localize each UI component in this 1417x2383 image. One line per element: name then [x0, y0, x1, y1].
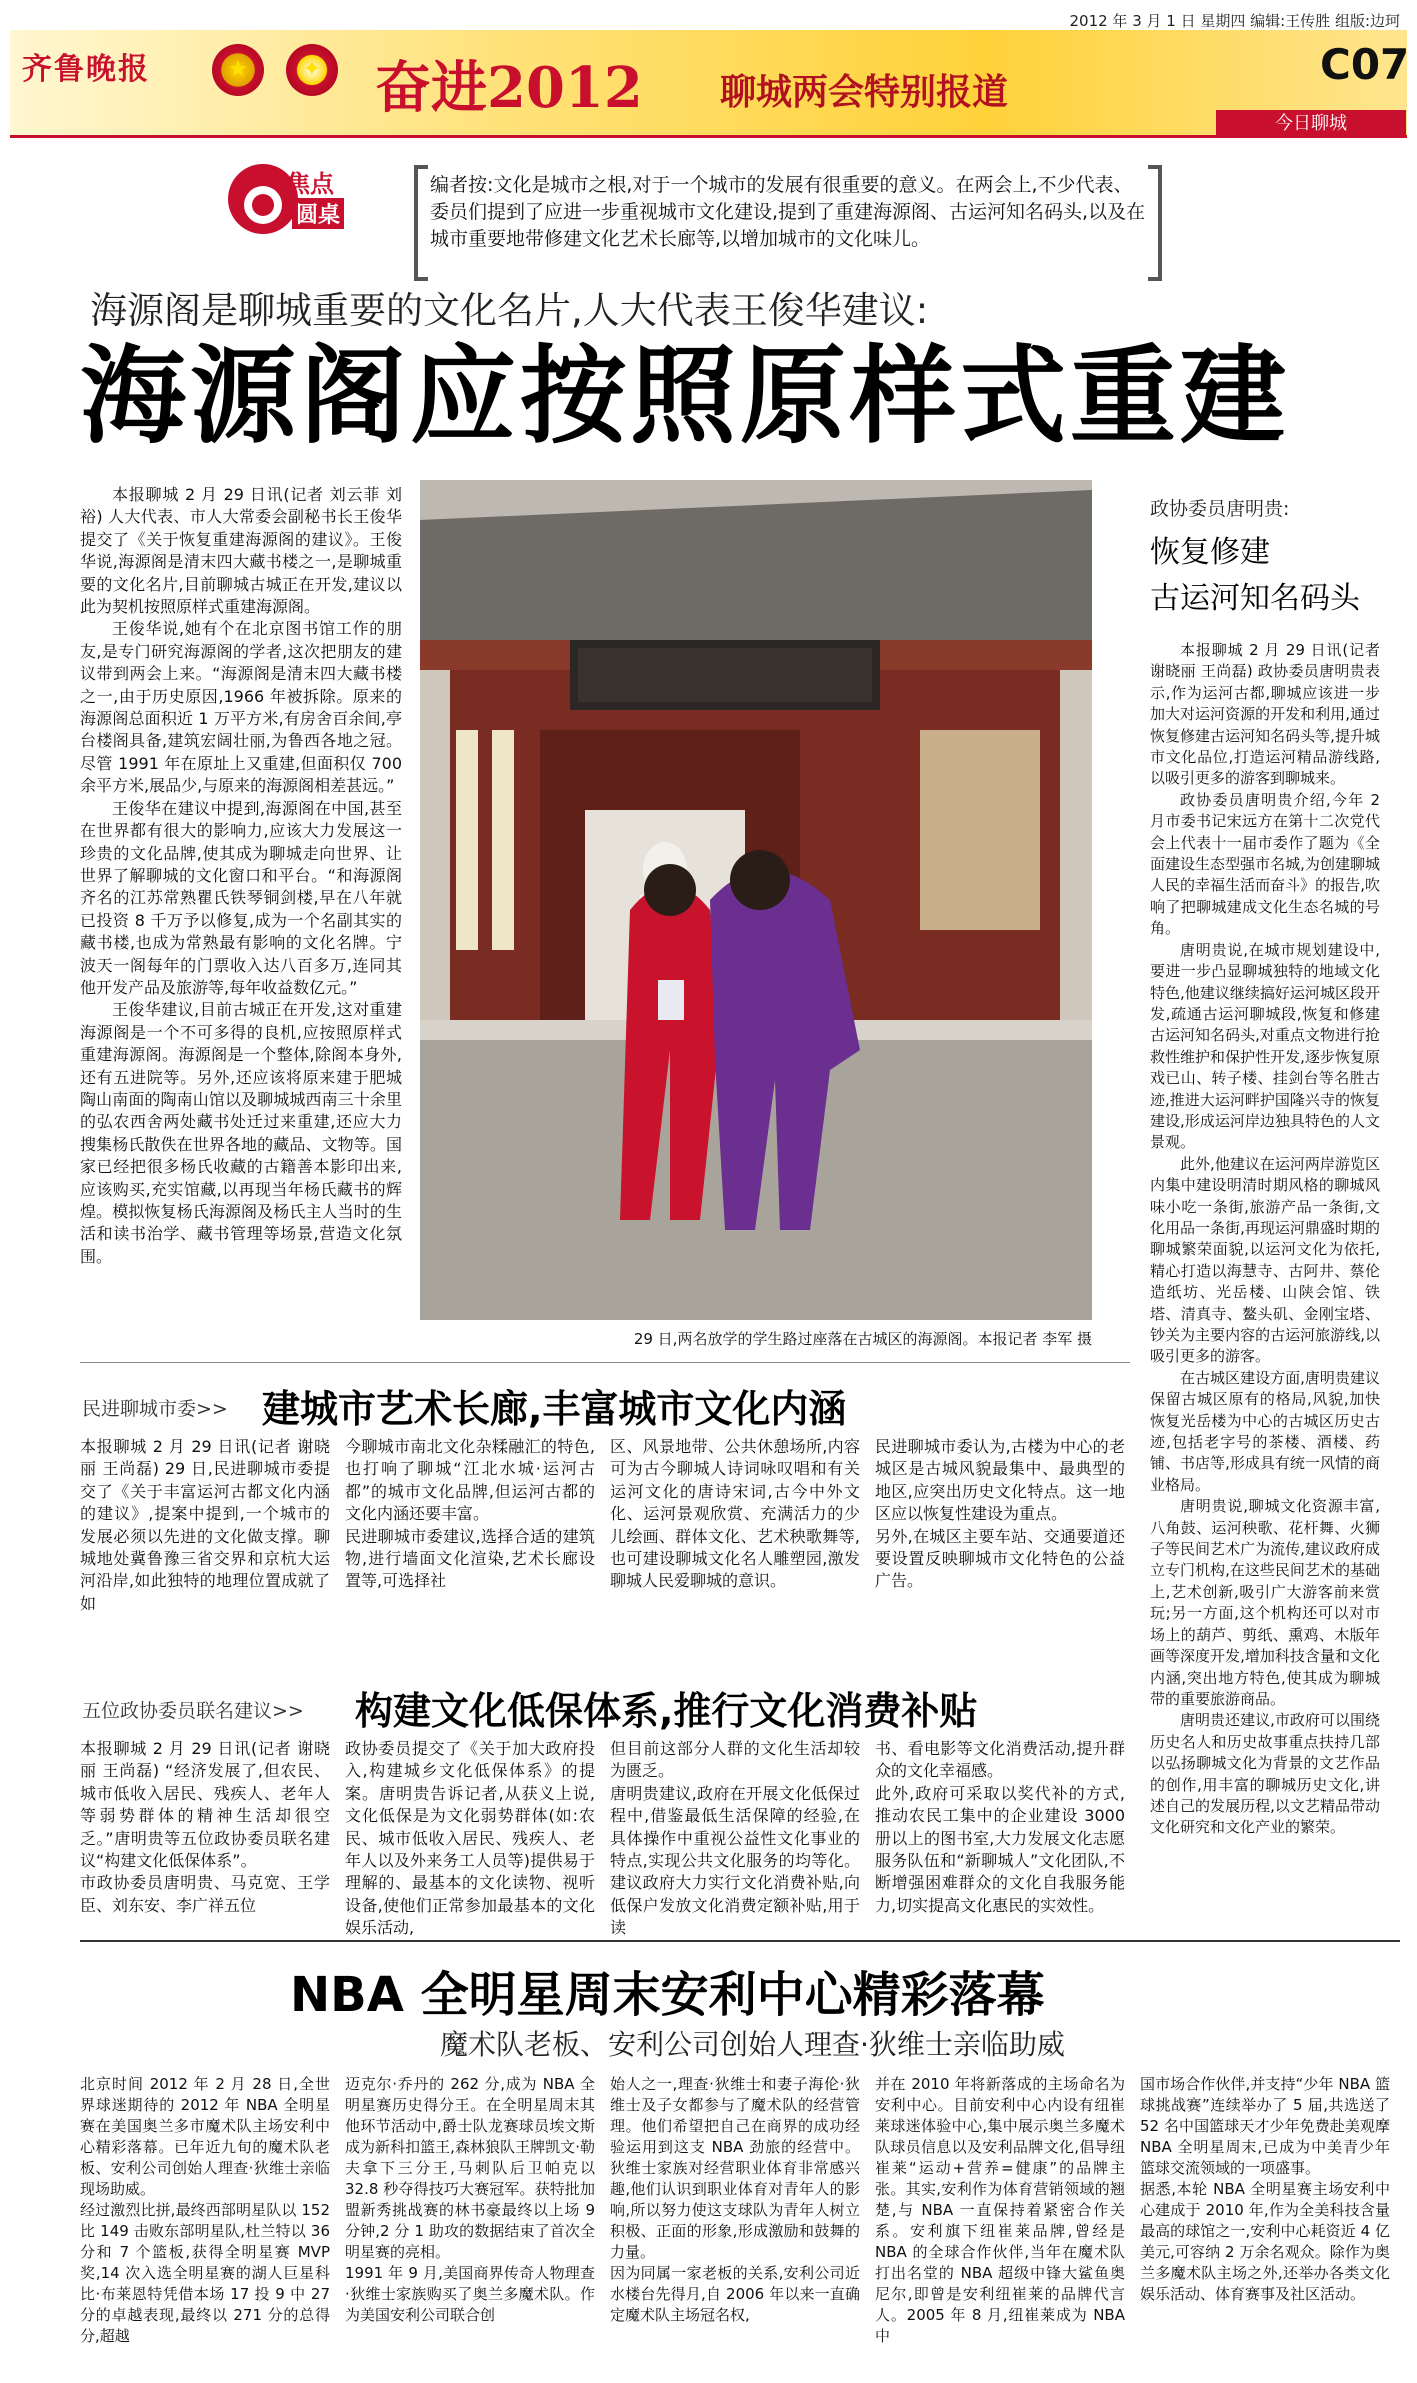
- story3-column: 本报聊城 2 月 29 日讯(记者 谢晓丽 王尚磊) “经济发展了,但农民、城市低收入居民、残疾人、老年人等弱势群体的精神生活却很空乏。”唐明贵等五位政协委员联名建议“构建文化低保体系”。 市政协委员唐明贵、马克宽、王学臣、刘东安、李广祥五位: [80, 1739, 330, 1915]
- focus-roundtable-logo: [228, 158, 348, 242]
- nba-headline: NBA 全明星周末安利中心精彩落幕: [290, 1967, 1045, 2023]
- editor-note: 编者按:文化是城市之根,对于一个城市的发展有很重要的意义。在两会上,不少代表、委员们提到了应进一步重视城市文化建设,提到了重建海源阁、古运河知名码头,以及在城市重要地带修建文化艺术长廊等,以增加城市的文化味儿。: [430, 174, 1146, 250]
- story2-kicker: 民进聊城市委>>: [82, 1398, 228, 1420]
- logo-text-1: 焦点: [286, 170, 334, 198]
- bracket-right: [1148, 165, 1162, 281]
- logo-text-2: 圆桌: [292, 198, 344, 229]
- nba-column: 始人之一,理查·狄维士和妻子海伦·狄维士及子女都参与了魔术队的经营管理。他们希望把自己在商界的成功经验运用到这支 NBA 劲旅的经营中。狄维士家族对经营职业体育非常感兴趣,他们认识到职业体育对青年人的影响,所以努力使这支球队为青年人树立积极、正面的形象,形成激励和鼓舞的力量。 因为同属一家老板的关系,安利公司近水楼台先得月,自 2006 年以来一直确定魔术队主场冠名权,: [610, 2075, 860, 2324]
- section-label: 今日聊城: [1216, 110, 1406, 138]
- story3-column: 但目前这部分人群的文化生活却较为匮乏。 唐明贵建议,政府在开展文化低保过程中,借鉴最低生活保障的经验,在具体操作中重视公益性文化事业的特点,实现公共文化服务的均等化。建议政府大力实行文化消费补贴,向低保户发放文化消费定额补贴,用于读: [610, 1739, 860, 1938]
- story3-column: 书、看电影等文化消费活动,提升群众的文化幸福感。 此外,政府可采取以奖代补的方式,推动农民工集中的企业建设 3000 册以上的图书室,大力发展文化志愿服务队伍和“新聊城人”文化团队,不断增强困难群众的文化自我服务能力,切实提高文化惠民的实效性。: [875, 1739, 1125, 1915]
- story3-column: 政协委员提交了《关于加大政府投入,构建城乡文化低保体系》的提案。唐明贵告诉记者,从获义上说,文化低保是为文化弱势群体(如:农民、城市低收入居民、残疾人、老年人以及外来务工人员等)提供易于理解的、最基本的文化读物、视听设备,使他们正常参加最基本的文化娱乐活动,: [345, 1739, 595, 1938]
- sidebar-kicker: 政协委员唐明贵:: [1150, 498, 1290, 520]
- sidebar-headline: [1150, 530, 1360, 622]
- story2-column: 区、风景地带、公共休憩场所,内容可为古今聊城人诗词咏叹唱和有关运河文化的唐诗宋词,古今中外文化、运河景观欣赏、充满活力的少儿绘画、群体文化、艺术秧歌舞等,也可建设聊城文化名人雕塑园,激发聊城人民爱聊城的意识。: [610, 1437, 860, 1591]
- nba-column: 并在 2010 年将新落成的主场命名为安利中心。目前安利中心内设有纽崔莱球迷体验中心,集中展示奥兰多魔术队球员信息以及安利品牌文化,倡导纽崔莱“运动+营养=健康”的品牌主张。其实,安利作为体育营销领域的翘楚,与 NBA 一直保持着紧密合作关系。安利旗下纽崔莱品牌,曾经是 NBA 的全球合作伙伴,当年在魔术队打出名堂的 NBA 超级中锋大鲨鱼奥尼尔,即曾是安利纽崔莱的品牌代言人。2005 年 8 月,纽崔莱成为 NBA 中: [875, 2075, 1125, 2345]
- lead-body: [80, 484, 402, 1268]
- nba-column: 国市场合作伙伴,并支持“少年 NBA 篮球挑战赛”连续举办了 5 届,共选送了 52 名中国篮球天才少年免费赴美观摩 NBA 全明星周末,已成为中美青少年篮球交流领域的一项盛事。 据悉,本轮 NBA 全明星赛主场安利中心建成于 2010 年,作为全美科技含量最高的球馆之一,安利中心耗资近 4 亿美元,可容纳 2 万余名观众。除作为奥兰多魔术队主场之外,还举办各类文化娱乐活动、体育赛事及社区活动。: [1140, 2075, 1390, 2303]
- national-emblem-icon: ★: [212, 44, 264, 96]
- lead-paragraph: 王俊华建议,目前古城正在开发,这对重建海源阁是一个不可多得的良机,应按照原样式重建海源阁。海源阁是一个整体,除阁本身外,还有五进院等。另外,还应该将原来建于肥城陶山南面的陶南山馆以及聊城城西南三十余里的弘农西舍两处藏书处迁过来重建,还应大力搜集杨氏散佚在世界各地的藏品、文物等。国家已经把很多杨氏收藏的古籍善本影印出来,应该购买,充实馆藏,以再现当年杨氏藏书的辉煌。模拟恢复杨氏海源阁及杨氏主人当时的生活和读书治学、藏书管理等场景,营造文化氛围。: [80, 1000, 402, 1266]
- banner-subtitle: 聊城两会特别报道: [720, 72, 1009, 113]
- banner-title: 奋进2012: [375, 55, 643, 121]
- section-divider-nba: [80, 1940, 1400, 1942]
- story2-column: 本报聊城 2 月 29 日讯(记者 谢晓丽 王尚磊) 29 日,民进聊城市委提交了《关于丰富运河古都文化内涵的建议》,提案中提到,一个城市的发展必须以先进的文化做支撑。聊城地处冀鲁豫三省交界和京杭大运河沿岸,如此独特的地理位置成就了如: [80, 1437, 330, 1613]
- sidebar-paragraph: 本报聊城 2 月 29 日讯(记者 谢晓丽 王尚磊) 政协委员唐明贵表示,作为运河古都,聊城应该进一步加大对运河资源的开发和利用,通过恢复修建古运河知名码头等,提升城市文化品位,打造运河精品游线路,以吸引更多的游客到聊城来。: [1150, 641, 1380, 788]
- story3-headline: 构建文化低保体系,推行文化消费补贴: [355, 1689, 978, 1733]
- lead-kicker: 海源阁是聊城重要的文化名片,人大代表王俊华建议:: [90, 289, 929, 332]
- story2-headline: 建城市艺术长廊,丰富城市文化内涵: [262, 1387, 847, 1431]
- nba-column: 北京时间 2012 年 2 月 28 日,全世界球迷期待的 2012 年 NBA 全明星赛在美国奥兰多市魔术队主场安利中心精彩落幕。已年近九旬的魔术队老板、安利公司创始人理查·狄维士亲临现场助威。 经过激烈比拼,最终西部明星队以 152 比 149 击败东部明星队,杜兰特以 36 分和 7 个篮板,获得全明星赛 MVP 奖,14 次入选全明星赛的湖人巨星科比·布莱恩特凭借本场 17 投 9 中 27 分的卓越表现,最终以 271 分的总得分,超越: [80, 2075, 330, 2345]
- photo-caption: 29 日,两名放学的学生路过座落在古城区的海源阁。本报记者 李军 摄: [633, 1330, 1092, 1348]
- dateline: 2012 年 3 月 1 日 星期四 编辑:王传胜 组版:边珂: [1069, 12, 1400, 30]
- sidebar-headline-line-2: 古运河知名码头: [1150, 581, 1360, 616]
- bracket-left: [414, 165, 428, 281]
- sidebar-paragraph: 在古城区建设方面,唐明贵建议保留古城区原有的格局,风貌,加快恢复光岳楼为中心的古城区历史古迹,包括老字号的茶楼、酒楼、药铺、书店等,形成具有统一风情的商业格局。: [1150, 1368, 1380, 1494]
- newspaper-brand: 齐鲁晚报: [22, 52, 150, 87]
- cppcc-emblem-icon: ✦: [286, 44, 338, 96]
- section-divider: [80, 1362, 1130, 1363]
- nba-subheadline: 魔术队老板、安利公司创始人理查·狄维士亲临助威: [440, 2028, 1065, 2061]
- story2-column: 今聊城市南北文化杂糅融汇的特色,也打响了聊城“江北水城·运河古都”的城市文化品牌,但运河古都的文化内涵还要丰富。 民进聊城市委建议,选择合适的建筑物,进行墙面文化渲染,艺术长廊设置等,可选择社: [345, 1437, 595, 1591]
- haiyuan-pavilion-photo: [420, 480, 1092, 1320]
- sidebar-paragraph: 唐明贵说,在城市规划建设中,要进一步凸显聊城独特的地域文化特色,他建议继续搞好运河城区段开发,疏通古运河聊城段,恢复和修建古运河知名码头,对重点文物进行抢救性维护和保护性开发,逐步恢复原戏已山、转子楼、挂剑台等名胜古迹,推进大运河畔护国隆兴寺的恢复建设,形成运河岸边独具特色的人文景观。: [1150, 940, 1380, 1152]
- lead-headline: 海源阁应按照原样式重建: [80, 333, 1290, 458]
- lead-paragraph: 王俊华说,她有个在北京图书馆工作的朋友,是专门研究海源阁的学者,这次把朋友的建议带到两会上来。“海源阁是清末四大藏书楼之一,由于历史原因,1966 年被拆除。原来的海源阁总面积近 1 万平方米,有房舍百余间,亭台楼阁具备,建筑宏阔壮丽,为鲁西各地之冠。尽管 1991 年在原址上又重建,但面积仅 700 余平方米,展品少,与原来的海源阁相差甚远。”: [80, 619, 402, 796]
- page-number: C07: [1320, 40, 1410, 89]
- lead-paragraph: 本报聊城 2 月 29 日讯(记者 刘云菲 刘裕) 人大代表、市人大常委会副秘书长王俊华提交了《关于恢复重建海源阁的建议》。王俊华说,海源阁是清末四大藏书楼之一,是聊城重要的文化名片,目前聊城古城正在开发,建议以此为契机按照原样式重建海源阁。: [80, 485, 402, 617]
- story2-column: 民进聊城市委认为,古楼为中心的老城区是古城风貌最集中、最典型的地区,应突出历史文化特点。这一地区应以恢复性建设为重点。 另外,在城区主要车站、交通要道还要设置反映聊城市文化特色的公益广告。: [875, 1437, 1125, 1591]
- sidebar-paragraph: 政协委员唐明贵介绍,今年 2 月市委书记宋远方在第十二次党代会上代表十一届市委作了题为《全面建设生态型强市名城,为创建聊城人民的幸福生活而奋斗》的报告,吹响了把聊城建成文化生态名城的号角。: [1150, 790, 1380, 938]
- lead-paragraph: 王俊华在建议中提到,海源阁在中国,甚至在世界都有很大的影响力,应该大力发展这一珍贵的文化品牌,使其成为聊城走向世界、让世界了解聊城的文化窗口和平台。“和海源阁齐名的江苏常熟瞿氏铁琴铜剑楼,早在八年就已投资 8 千万予以修复,成为一个名副其实的藏书楼,也成为常熟最有影响的文化名牌。宁波天一阁每年的门票收入达八百多万,连同其他开发产品及旅游等,每年收益数亿元。”: [80, 798, 402, 997]
- story3-kicker: 五位政协委员联名建议>>: [82, 1700, 304, 1722]
- news-photo: [420, 480, 1092, 1320]
- sidebar-paragraph: 此外,他建议在运河两岸游览区内集中建设明清时期风格的聊城风味小吃一条街,旅游产品一条街,文化用品一条街,再现运河鼎盛时期的聊城繁荣面貌,以运河文化为依托,精心打造以海慧寺、古阿井、蔡伦造纸坊、光岳楼、山陕会馆、铁塔、清真寺、鳌头矶、金刚宝塔、钞关为主要内容的古运河旅游线,以吸引更多的游客。: [1150, 1154, 1380, 1366]
- sidebar-headline-line-1: 恢复修建: [1150, 535, 1270, 570]
- sidebar-paragraph: 唐明贵说,聊城文化资源丰富,八角鼓、运河秧歌、花杆舞、火狮子等民间艺术广为流传,建议政府成立专门机构,在这些民间艺术的基础上,艺术创新,吸引广大游客前来赏玩;另一方面,这个机构还可以对市场上的葫芦、剪纸、熏鸡、木版年画等深度开发,增加科技含量和文化内涵,突出地方特色,使其成为聊城带的重要旅游商品。: [1150, 1497, 1380, 1708]
- sidebar-paragraph: 唐明贵还建议,市政府可以围绕历史名人和历史故事重点扶持几部以弘扬聊城文化为背景的文艺作品的创作,用丰富的聊城历史文化,讲述自己的发展历程,以文艺精品带动文化研究和文化产业的繁荣。: [1150, 1711, 1380, 1837]
- nba-column: 迈克尔·乔丹的 262 分,成为 NBA 全明星赛历史得分王。在全明星周末其他环节活动中,爵士队龙赛球员埃文斯成为新科扣篮王,森林狼队王牌凯文·勒夫拿下三分王,马刺队后卫帕克以 32.8 秒夺得技巧大赛冠军。获特批加盟新秀挑战赛的林书豪最终以上场 9 分钟,2 分 1 助攻的数据结束了首次全明星赛的亮相。 1991 年 9 月,美国商界传奇人物理查·狄维士家族购买了奥兰多魔术队。作为美国安利公司联合创: [345, 2075, 595, 2324]
- sidebar-body: [1150, 640, 1380, 1839]
